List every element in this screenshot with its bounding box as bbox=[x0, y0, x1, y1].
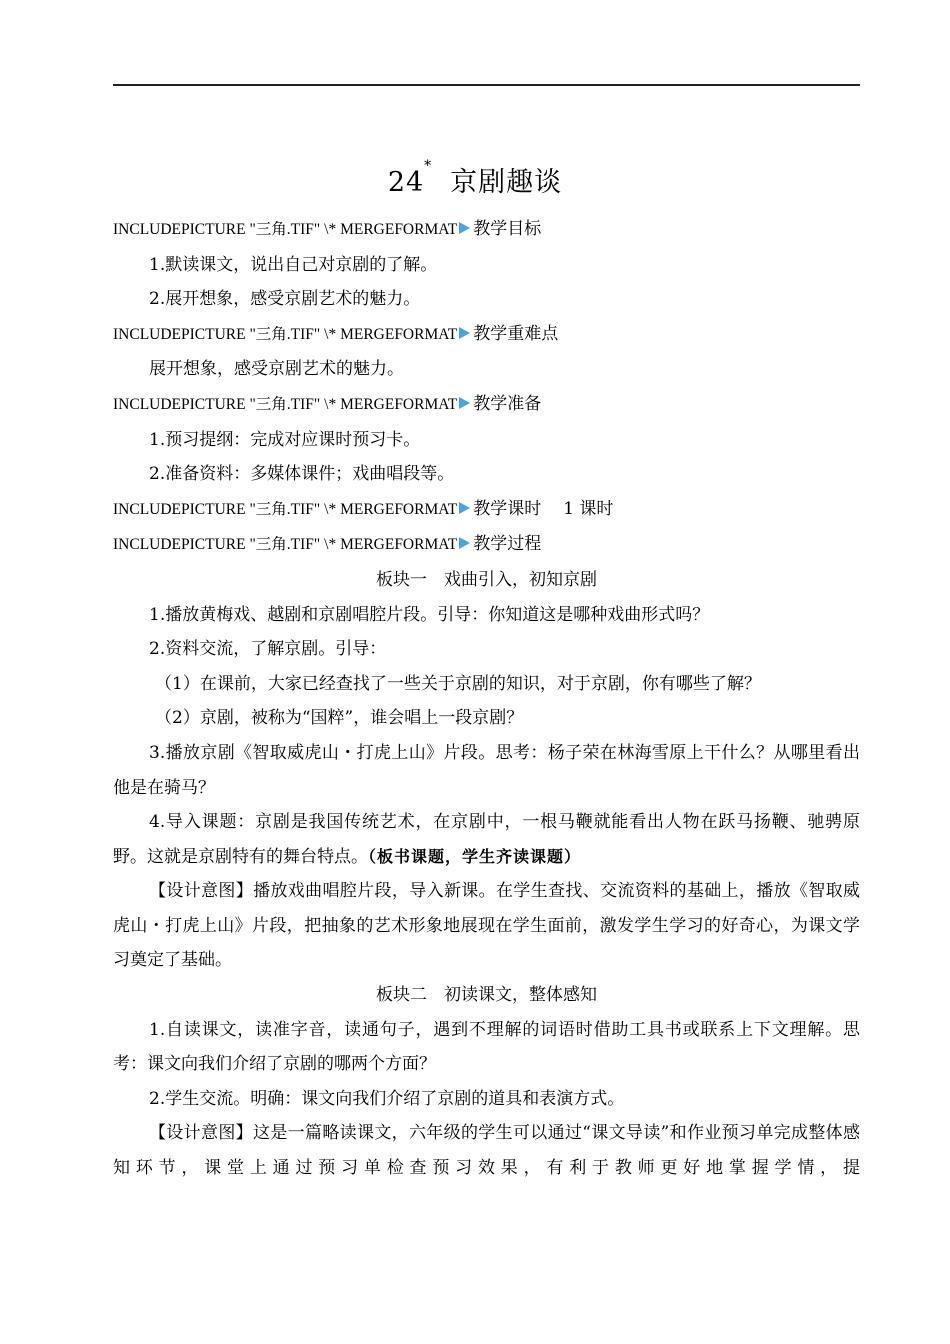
lesson-number: 24 bbox=[387, 167, 425, 198]
block-heading: 板块一 戏曲引入，初知京剧 bbox=[376, 569, 597, 590]
paragraph: 2.学生交流。明确：课文向我们介绍了京剧的道具和表演方式。 bbox=[149, 1088, 625, 1109]
triangle-bullet-icon bbox=[459, 222, 470, 234]
section-heading-goals bbox=[113, 212, 860, 248]
lesson-name: 京剧趣谈 bbox=[450, 167, 563, 198]
section-label: 教学重难点 bbox=[473, 323, 559, 344]
paragraph: 1.播放黄梅戏、越剧和京剧唱腔片段。引导：你知道这是哪种戏曲形式吗？ bbox=[149, 604, 710, 625]
section-label: 教学准备 bbox=[473, 393, 542, 414]
triangle-bullet-icon bbox=[459, 397, 470, 409]
goal-item: 2.展开想象，感受京剧艺术的魅力。 bbox=[149, 289, 421, 310]
section-heading-process bbox=[113, 527, 860, 563]
document-body bbox=[113, 212, 860, 1186]
section-label: 教学目标 bbox=[473, 219, 542, 239]
sub-paragraph: （2）京剧，被称为“国粹”，谁会唱上一段京剧？ bbox=[155, 708, 524, 729]
include-field-code: INCLUDEPICTURE "三角.TIF" \* MERGEFORMAT bbox=[113, 221, 458, 238]
key-point-text: 展开想象，感受京剧艺术的魅力。 bbox=[149, 359, 404, 380]
class-hours-value: 1 课时 bbox=[563, 498, 614, 519]
section-heading-hours bbox=[113, 492, 860, 528]
goal-item: 1.默读课文，说出自己对京剧的了解。 bbox=[149, 254, 438, 275]
prep-item: 1.预习提纲：完成对应课时预习卡。 bbox=[149, 429, 421, 450]
lesson-title bbox=[0, 160, 950, 199]
section-label: 教学过程 bbox=[473, 534, 542, 555]
header-rule bbox=[113, 84, 860, 86]
section-heading-key-points bbox=[113, 317, 860, 353]
block-heading: 板块二 初读课文，整体感知 bbox=[376, 985, 597, 1006]
include-field-code: INCLUDEPICTURE "三角.TIF" \* MERGEFORMAT bbox=[113, 536, 458, 554]
triangle-bullet-icon bbox=[459, 537, 470, 549]
paragraph-text: 4.导入课题：京剧是我国传统艺术，在京剧中，一根马鞭就能看出人物在跃马扬鞭、驰骋原野。这就是京剧特有的舞台特点。 bbox=[113, 812, 860, 867]
design-intent: 【设计意图】这是一篇略读课文，六年级的学生可以通过“课文导读”和作业预习单完成整体感知环节，课堂上通过预习单检查预习效果，有利于教师更好地掌握学情，提 bbox=[113, 1123, 860, 1179]
paragraph: 2.资料交流，了解京剧。引导： bbox=[149, 639, 387, 660]
sub-paragraph: （1）在课前，大家已经查找了一些关于京剧的知识，对于京剧，你有哪些了解？ bbox=[155, 673, 761, 694]
paragraph: 1.自读课文，读准字音，读通句子，遇到不理解的词语时借助工具书或联系上下文理解。思考：课文向我们介绍了京剧的哪两个方面？ bbox=[113, 1019, 860, 1075]
include-field-code: INCLUDEPICTURE "三角.TIF" \* MERGEFORMAT bbox=[113, 500, 458, 518]
design-intent: 【设计意图】播放戏曲唱腔片段，导入新课。在学生查找、交流资料的基础上，播放《智取威虎山・打虎上山》片段，把抽象的艺术形象地展现在学生面前，激发学生学习的好奇心，为课文学习奠定了基础。 bbox=[113, 881, 860, 971]
include-field-code: INCLUDEPICTURE "三角.TIF" \* MERGEFORMAT bbox=[113, 325, 458, 343]
paragraph bbox=[113, 805, 860, 874]
section-label: 教学课时 bbox=[473, 498, 542, 519]
board-note: （板书课题，学生齐读课题） bbox=[368, 846, 582, 866]
prep-item: 2.准备资料：多媒体课件；戏曲唱段等。 bbox=[149, 464, 455, 485]
paragraph: 3.播放京剧《智取威虎山・打虎上山》片段。思考：杨子荣在林海雪原上干什么？从哪里看出他是在骑马？ bbox=[113, 742, 860, 798]
section-heading-prep bbox=[113, 387, 860, 423]
optional-mark: * bbox=[424, 158, 433, 174]
triangle-bullet-icon bbox=[459, 502, 470, 514]
include-field-code: INCLUDEPICTURE "三角.TIF" \* MERGEFORMAT bbox=[113, 395, 458, 413]
triangle-bullet-icon bbox=[459, 327, 470, 339]
